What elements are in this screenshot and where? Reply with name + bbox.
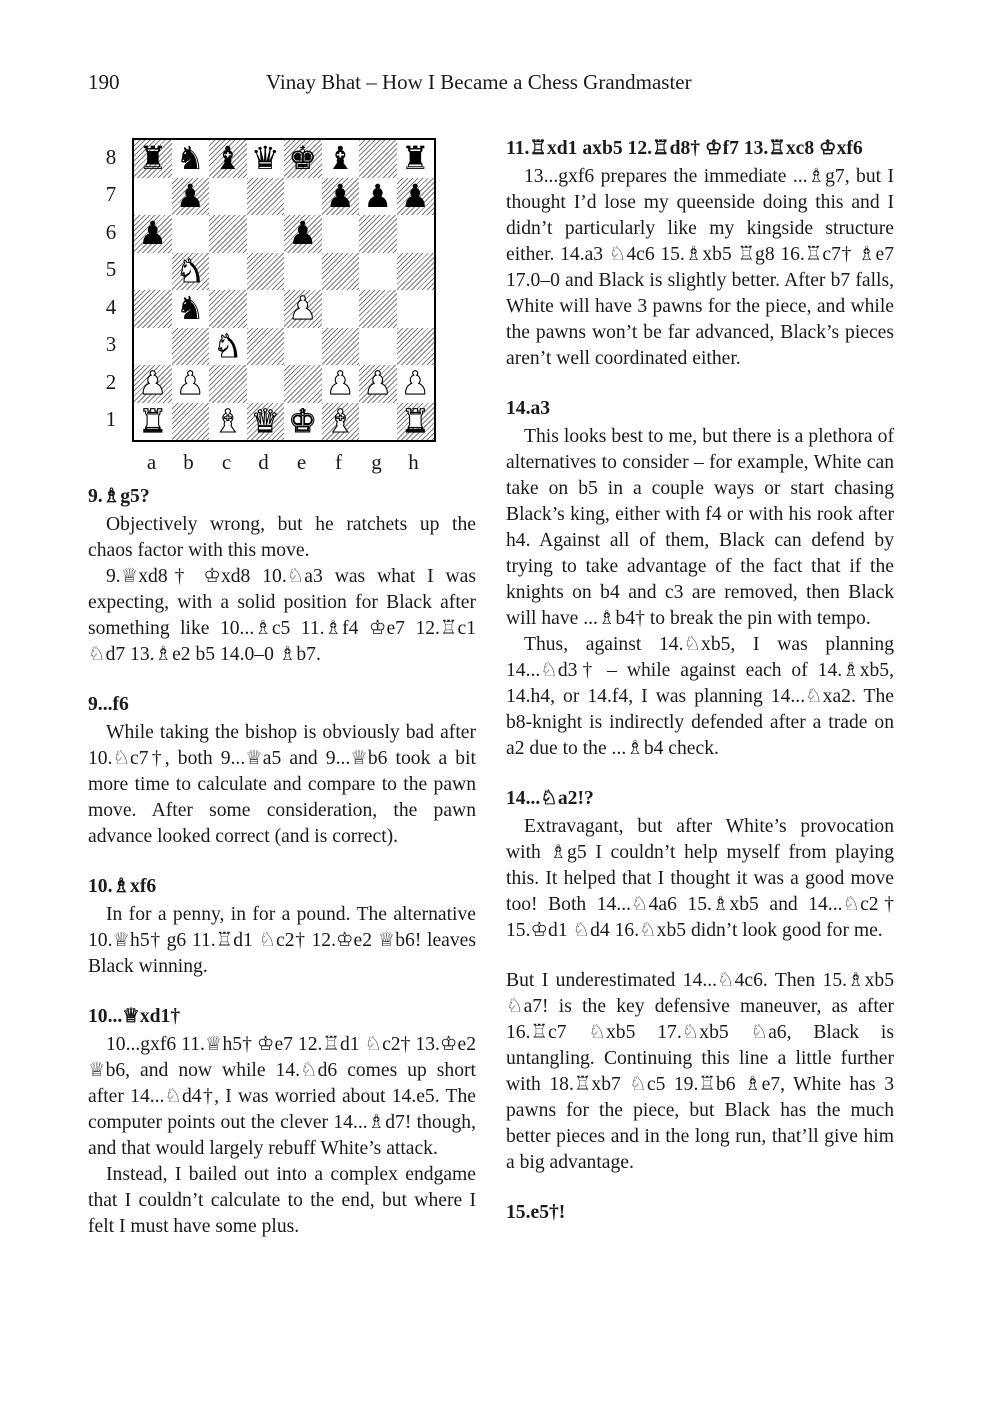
board-square-c8 bbox=[209, 140, 247, 178]
black-pawn-icon: ♟ bbox=[138, 214, 168, 252]
board-square-a7 bbox=[134, 178, 172, 216]
board-square-d4 bbox=[247, 290, 285, 328]
file-label: a bbox=[146, 450, 157, 474]
rank-label: 4 bbox=[105, 295, 117, 319]
board-square-b7 bbox=[172, 178, 210, 216]
board-square-d3 bbox=[247, 328, 285, 366]
board-square-f4 bbox=[322, 290, 360, 328]
board-square-c1 bbox=[209, 403, 247, 441]
board-square-c2 bbox=[209, 365, 247, 403]
file-label: b bbox=[183, 450, 194, 474]
black-pawn-icon: ♟ bbox=[325, 176, 355, 215]
board-square-f7 bbox=[322, 178, 360, 216]
move-heading: 14.a3 bbox=[506, 398, 551, 419]
running-title: Vinay Bhat – How I Became a Chess Grandmaster bbox=[266, 70, 692, 94]
file-label: g bbox=[371, 450, 382, 474]
board-square-d7 bbox=[247, 178, 285, 216]
move-heading: 9.♗g5? bbox=[88, 486, 150, 507]
white-pawn-icon: ♟ bbox=[325, 364, 355, 402]
white-rook-icon: ♜ bbox=[138, 401, 168, 440]
board-square-d8 bbox=[247, 140, 285, 178]
rank-label: 8 bbox=[105, 145, 117, 169]
chess-diagram bbox=[96, 138, 441, 478]
commentary-paragraph: This looks best to me, but there is a plethora of alternatives to consider – for example, White can take on b5 in a couple ways or start chasing Black’s king, either with f4 or with his rook after h4. Against all of them, Black can defend by trying to take advantage of the fact that if the knights on b4 and c3 are removed, then Black will have ...♗b4† to break the pin with tempo. bbox=[506, 426, 894, 629]
board-square-h2 bbox=[397, 365, 435, 403]
black-pawn-icon: ♟ bbox=[363, 176, 393, 215]
white-bishop-icon: ♝ bbox=[325, 401, 355, 440]
board-square-a4 bbox=[134, 290, 172, 328]
board-square-a8 bbox=[134, 140, 172, 178]
board-square-g5 bbox=[359, 253, 397, 291]
move-heading: 11.♖xd1 axb5 12.♖d8† ♔f7 13.♖xc8 ♔xf6 bbox=[506, 138, 863, 159]
move-heading: 15.e5†! bbox=[506, 1202, 566, 1223]
board-square-h8 bbox=[397, 140, 435, 178]
rank-label: 2 bbox=[105, 370, 117, 394]
board-square-e7 bbox=[284, 178, 322, 216]
board-square-g3 bbox=[359, 328, 397, 366]
board-square-b8 bbox=[172, 140, 210, 178]
board-square-f1 bbox=[322, 403, 360, 441]
black-knight-icon: ♞ bbox=[175, 139, 205, 177]
board-square-a2 bbox=[134, 365, 172, 403]
commentary-paragraph: 13...gxf6 prepares the immediate ...♗g7, but I thought I’d lose my queenside doing this and I didn’t particularly like my kingside structure either. 14.a3 ♘4c6 15.♗xb5 ♖g8 16.♖c7† ♗e7 17.0–0 and Black is slightly better. After b7 falls, White will have 3 pawns for the piece, and while the pawns won’t be far advanced, Black’s pieces aren’t well coordinated either. bbox=[506, 166, 894, 369]
move-heading: 10.♗xf6 bbox=[88, 876, 157, 897]
rank-label: 3 bbox=[105, 332, 117, 356]
board-square-h6 bbox=[397, 215, 435, 253]
board-square-a1 bbox=[134, 403, 172, 441]
black-pawn-icon: ♟ bbox=[175, 176, 205, 215]
white-pawn-icon: ♟ bbox=[288, 289, 318, 327]
black-bishop-icon: ♝ bbox=[325, 139, 355, 177]
commentary-paragraph: In for a penny, in for a pound. The alternative 10.♕h5† g6 11.♖d1 ♘c2† 12.♔e2 ♕b6! leaves Black winning. bbox=[88, 904, 476, 977]
board-square-c5 bbox=[209, 253, 247, 291]
board-square-h7 bbox=[397, 178, 435, 216]
board-square-h5 bbox=[397, 253, 435, 291]
black-queen-icon: ♛ bbox=[250, 139, 280, 177]
board-square-g7 bbox=[359, 178, 397, 216]
white-pawn-icon: ♟ bbox=[400, 364, 430, 402]
black-rook-icon: ♜ bbox=[400, 139, 430, 177]
white-queen-icon: ♛ bbox=[250, 401, 280, 440]
commentary-paragraph: While taking the bishop is obviously bad after 10.♘c7†, both 9...♕a5 and 9...♕b6 took a bit more time to calculate and compare to the pawn move. After some consideration, the pawn advance looked correct (and is correct). bbox=[88, 722, 476, 847]
commentary-paragraph: Thus, against 14.♘xb5, I was planning 14...♘d3† – while against each of 14.♗xb5, 14.h4, or 14.f4, I was planning 14...♘xa2. The b8-knight is indirectly defended after a trade on a2 due to the ...♗b4 check. bbox=[506, 634, 894, 759]
board-square-e4 bbox=[284, 290, 322, 328]
board-square-h1 bbox=[397, 403, 435, 441]
file-label: h bbox=[408, 450, 419, 474]
board-square-d1 bbox=[247, 403, 285, 441]
move-heading: 14...♘a2!? bbox=[506, 788, 594, 809]
page-number: 190 bbox=[88, 70, 120, 94]
board-square-f3 bbox=[322, 328, 360, 366]
board-square-b1 bbox=[172, 403, 210, 441]
black-pawn-icon: ♟ bbox=[400, 176, 430, 215]
board-square-f6 bbox=[322, 215, 360, 253]
file-label: e bbox=[296, 450, 307, 474]
white-rook-icon: ♜ bbox=[400, 401, 430, 440]
board-square-d5 bbox=[247, 253, 285, 291]
black-rook-icon: ♜ bbox=[138, 139, 168, 177]
white-knight-icon: ♞ bbox=[213, 326, 243, 365]
board-square-h3 bbox=[397, 328, 435, 366]
page-header bbox=[88, 70, 914, 100]
commentary-paragraph: Instead, I bailed out into a complex endgame that I couldn’t calculate to the end, but where I felt I must have some plus. bbox=[88, 1164, 476, 1237]
black-bishop-icon: ♝ bbox=[213, 139, 243, 177]
commentary-paragraph: 10...gxf6 11.♕h5† ♔e7 12.♖d1 ♘c2† 13.♔e2 ♕b6, and now while 14.♘d6 comes up short after 14...♘d4†, I was worried about 14.e5. The computer points out the clever 14...♗d7! though, and that would largely rebuff White’s attack. bbox=[88, 1034, 476, 1159]
board-square-e3 bbox=[284, 328, 322, 366]
board-square-a6 bbox=[134, 215, 172, 253]
commentary-paragraph: 9.♕xd8† ♔xd8 10.♘a3 was what I was expecting, with a solid position for Black after something like 10...♗c5 11.♗f4 ♔e7 12.♖c1 ♘d7 13.♗e2 b5 14.0–0 ♗b7. bbox=[88, 566, 476, 665]
white-pawn-icon: ♟ bbox=[175, 364, 205, 402]
board-square-e1 bbox=[284, 403, 322, 441]
black-knight-icon: ♞ bbox=[175, 289, 205, 327]
board-square-a3 bbox=[134, 328, 172, 366]
board-square-f2 bbox=[322, 365, 360, 403]
board-square-e2 bbox=[284, 365, 322, 403]
board-square-b2 bbox=[172, 365, 210, 403]
board-square-c7 bbox=[209, 178, 247, 216]
white-pawn-icon: ♟ bbox=[138, 364, 168, 402]
board-square-d2 bbox=[247, 365, 285, 403]
rank-label: 6 bbox=[105, 220, 117, 244]
board-square-d6 bbox=[247, 215, 285, 253]
board-square-b4 bbox=[172, 290, 210, 328]
board-square-h4 bbox=[397, 290, 435, 328]
black-pawn-icon: ♟ bbox=[288, 214, 318, 252]
board-square-c3 bbox=[209, 328, 247, 366]
board-square-e8 bbox=[284, 140, 322, 178]
board-square-f8 bbox=[322, 140, 360, 178]
board-square-c4 bbox=[209, 290, 247, 328]
left-column bbox=[88, 484, 476, 1240]
board-square-b5 bbox=[172, 253, 210, 291]
board-square-c6 bbox=[209, 215, 247, 253]
chess-board bbox=[132, 138, 436, 442]
file-label: f bbox=[335, 450, 342, 474]
right-column bbox=[506, 136, 894, 1228]
commentary-paragraph: But I underestimated 14...♘4c6. Then 15.♗xb5 ♘a7! is the key defensive maneuver, as after 16.♖c7 ♘xb5 17.♘xb5 ♘a6, Black is untangling. Continuing this line a little further with 18.♖xb7 ♘c5 19.♖b6 ♗e7, White has 3 pawns for the piece, but Black has the much better pieces and in the long run, that’ll give him a big advantage. bbox=[506, 970, 894, 1173]
commentary-paragraph: Extravagant, but after White’s provocation with ♗g5 I couldn’t help myself from playing this. It helped that I thought it was a good move too! Both 14...♘4a6 15.♗xb5 and 14...♘c2† 15.♔d1 ♘d4 16.♘xb5 didn’t look good for me. bbox=[506, 816, 894, 941]
board-square-f5 bbox=[322, 253, 360, 291]
white-pawn-icon: ♟ bbox=[363, 364, 393, 402]
commentary-paragraph: Objectively wrong, but he ratchets up the chaos factor with this move. bbox=[88, 514, 476, 561]
board-square-a5 bbox=[134, 253, 172, 291]
rank-label: 5 bbox=[105, 257, 117, 281]
rank-label: 7 bbox=[105, 182, 117, 206]
board-square-b6 bbox=[172, 215, 210, 253]
board-square-e5 bbox=[284, 253, 322, 291]
white-king-icon: ♚ bbox=[288, 401, 318, 440]
board-square-b3 bbox=[172, 328, 210, 366]
board-square-g4 bbox=[359, 290, 397, 328]
white-knight-icon: ♞ bbox=[175, 251, 205, 290]
board-square-e6 bbox=[284, 215, 322, 253]
rank-label: 1 bbox=[105, 407, 117, 431]
board-square-g8 bbox=[359, 140, 397, 178]
move-heading: 9...f6 bbox=[88, 694, 129, 715]
file-label: d bbox=[258, 450, 269, 474]
board-square-g2 bbox=[359, 365, 397, 403]
black-king-icon: ♚ bbox=[288, 139, 318, 177]
white-bishop-icon: ♝ bbox=[213, 401, 243, 440]
file-label: c bbox=[221, 450, 232, 474]
board-square-g6 bbox=[359, 215, 397, 253]
board-square-g1 bbox=[359, 403, 397, 441]
move-heading: 10...♕xd1† bbox=[88, 1006, 181, 1027]
